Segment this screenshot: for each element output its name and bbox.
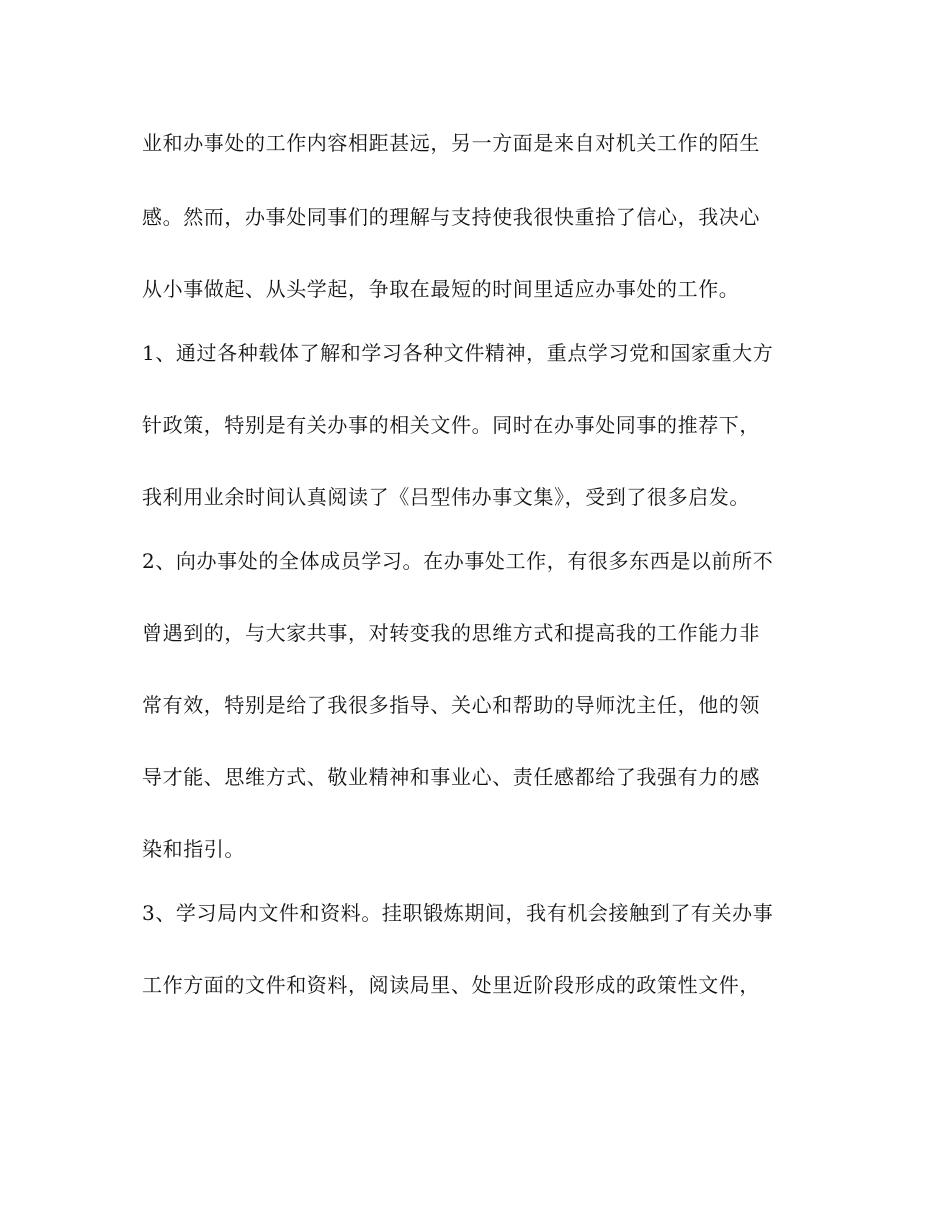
text-line: 我利用业余时间认真阅读了《吕型伟办事文集》，受到了很多启发。: [142, 485, 750, 509]
text-line: 感。然而，办事处同事们的理解与支持使我很快重拾了信心，我决心: [142, 205, 760, 229]
text-line: 曾遇到的，与大家共事，对转变我的思维方式和提高我的工作能力非: [142, 621, 760, 645]
text-line: 常有效，特别是给了我很多指导、关心和帮助的导师沈主任，他的领: [142, 693, 760, 717]
text-line: 从小事做起、从头学起，争取在最短的时间里适应办事处的工作。: [142, 277, 740, 301]
text-line: 针政策，特别是有关办事的相关文件。同时在办事处同事的推荐下，: [142, 413, 760, 437]
text-line: 导才能、思维方式、敬业精神和事业心、责任感都给了我强有力的感: [142, 765, 760, 789]
text-line: 业和办事处的工作内容相距甚远，另一方面是来自对机关工作的陌生: [142, 131, 760, 155]
text-line: 2、向办事处的全体成员学习。在办事处工作，有很多东西是以前所不: [142, 549, 774, 573]
text-line: 工作方面的文件和资料，阅读局里、处里近阶段形成的政策性文件，: [142, 973, 760, 997]
text-line: 染和指引。: [142, 837, 245, 861]
text-line: 1、通过各种载体了解和学习各种文件精神，重点学习党和国家重大方: [142, 341, 774, 365]
text-line: 3、学习局内文件和资料。挂职锻炼期间，我有机会接触到了有关办事: [142, 901, 774, 925]
